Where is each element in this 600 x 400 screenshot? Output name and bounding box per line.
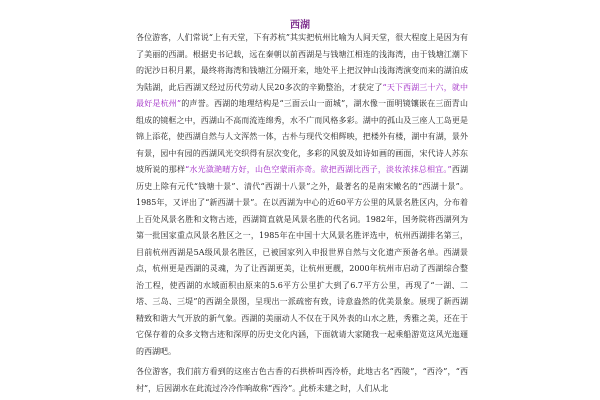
- text-run: 西湖历史上除有元代“钱塘十景”、清代“西湖十八景”之外，最著名的是南宋嫩名的“西湖十景”。1985年，又评出了“新西湖十景”。在以西湖为中心的近60平方公里的风景名胜区内，分布着上百处风景名胜和文物古迹，西湖简直就是风景名胜的代名词。1982年，国务院将西湖列为第一批国家重点风景名胜区之一，1985年在中国十大风景名胜评选中，杭州西湖排名第三，目前杭州西湖是5A级风景名胜区，已被国家列入申报世界自然与文化遗产预备名单。西湖景点，杭州更是西湖的灵魂，为了让西湖更美，让杭州更靓，2000年杭州市启动了西湖综合整治工程，使西湖的水域面积由原来的5.6平方公里扩大到了6.7平方公里，再现了“一湖、二塔、三岛、三堤”的西湖全景图，呈现出一派疏密有致，诗意盎然的优美景象。展现了新西湖精致和谐大气开放的新气象。西湖的美丽动人不仅在于风外表的山水之胜，秀雅之美，还在于它保存着的众多文物古迹和深厚的历史文化内涵，下面就请大家随我一起乘船游览这风光迤逦的西湖吧。: [136, 165, 469, 356]
- document-body: [136, 30, 468, 397]
- paragraph-1: [136, 30, 468, 360]
- text-run: 的声誉。西湖的地理结构是“三面云山一面城”，湖水像一面明镜镶嵌在三面青山组成的镜框之中，西湖山不高而流连绵秀，水不广而风格多彩。湖中的孤山及三座人工岛更是锦上添花，使西湖自然与人文浑然一体，古朴与现代交相辉映，把楼外有楼，湖中有湖，景外有景，园中有园的西湖风光交织得有层次变化，多彩的风貌及如诗如画的画面，宋代诗人苏东坡所说的那样: [136, 99, 468, 174]
- page-number: 1: [298, 391, 302, 398]
- text-run: 各位游客，我们前方看到的这座古色古香的石拱桥叫西泠桥，此地古名“西陵”，“西泠”，“西村”，后因湖水在此流过冷冷作响故称“西泠”。此桥未建之时，人们从北: [136, 367, 468, 393]
- text-run: 各位游客，人们常说“上有天堂，下有苏杭”其实把杭州比喻为人间天堂，很大程度上是因为有了美丽的西湖。根据史书记载，远在秦朝以前西湖是与钱塘江相连的浅海湾，由于钱塘江潮下的泥沙日积月累，最终将海湾和钱塘江分隔开来，地处平上把汉钟山浅海湾演变而来的湖泊成为陆湖，此后西湖又经过历代劳动人民20多次的辛勤整治，才获定了: [136, 33, 468, 92]
- page-title: 西湖: [290, 20, 310, 31]
- highlighted-quote: “天下西湖三十六，就中最好是杭州”: [136, 82, 468, 108]
- highlighted-poem: “水光潋滟晴方好，山色空蒙雨亦奇。欲把西湖比西子，淡妆浓抹总相宜。”: [185, 165, 452, 174]
